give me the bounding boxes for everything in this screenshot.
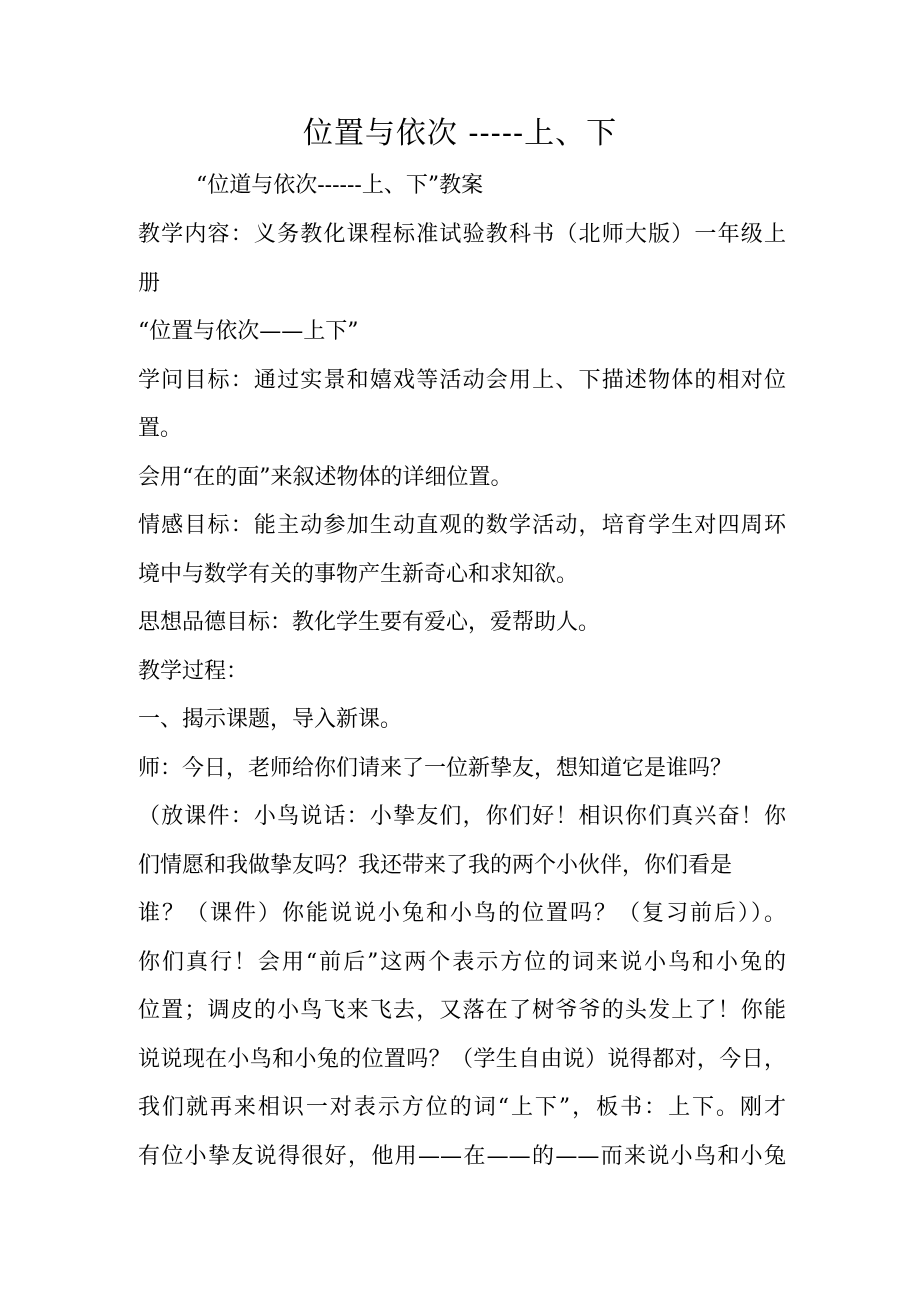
body-line: 们情愿和我做挚友吗？我还带来了我的两个小伙伴，你们看是	[138, 852, 733, 878]
body-line: 教学内容：义务教化课程标准试验教科书（北师大版）一年级上	[138, 222, 786, 247]
body-line: 教学过程：	[138, 658, 249, 684]
body-line: 你们真行！会用“前后”这两个表示方位的词来说小鸟和小兔的	[138, 949, 786, 975]
body-line: 会用“在的面”来叙述物体的详细位置。	[138, 464, 513, 490]
body-line: 师：今日，老师给你们请来了一位新挚友，想知道它是谁吗？	[138, 755, 733, 781]
body-line: 位置；调皮的小鸟飞来飞去，又落在了树爷爷的头发上了！你能	[138, 998, 786, 1023]
body-line: “位置与依次——上下”	[138, 319, 359, 344]
body-line: 册	[138, 270, 161, 296]
body-line: 学问目标：通过实景和嬉戏等活动会用上、下描述物体的相对位	[138, 367, 786, 393]
body-line: 有位小挚友说得很好，他用——在——的——而来说小鸟和小兔	[138, 1143, 786, 1169]
body-line: 说说现在小鸟和小兔的位置吗？（学生自由说）说得都对，今日，	[138, 1046, 786, 1072]
body-line: 思想品德目标：教化学生要有爱心，爱帮助人。	[138, 610, 601, 635]
body-line: 境中与数学有关的事物产生新奇心和求知欲。	[138, 561, 579, 587]
body-line: （放课件：小鸟说话：小挚友们，你们好！相识你们真兴奋！你	[138, 804, 786, 829]
document-subtitle: “位道与依次------上、下”教案	[196, 173, 484, 198]
body-line: 置。	[138, 416, 183, 441]
body-line: 我们就再来相识一对表示方位的词“上下”，板书：上下。刚才	[138, 1095, 786, 1120]
body-line: 一、揭示课题，导入新课。	[138, 707, 403, 732]
body-line: 谁？（课件）你能说说小兔和小鸟的位置吗？（复习前后））。	[138, 901, 786, 926]
document-title: 位置与依次 -----上、下	[302, 116, 618, 151]
body-line: 情感目标：能主动参加生动直观的数学活动，培育学生对四周环	[138, 513, 786, 538]
document-body	[138, 211, 786, 1181]
